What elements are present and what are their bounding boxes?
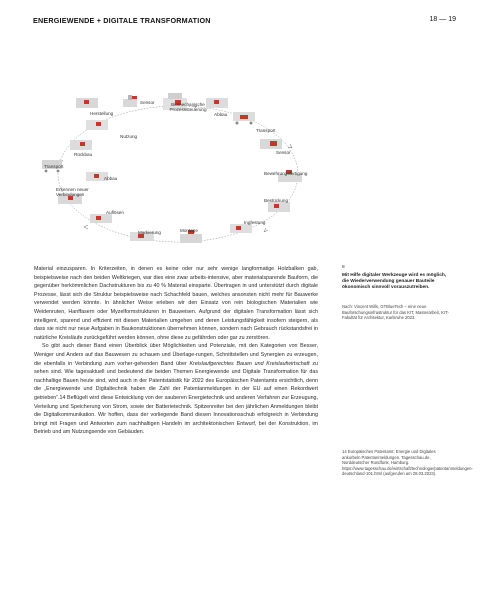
abbau-illustration-top xyxy=(206,98,228,108)
label-herstellung: Herstellung xyxy=(90,111,114,116)
label-abbau-top: Abbau xyxy=(214,112,228,117)
sensor-illustration-right xyxy=(260,139,282,149)
footnote-14: 14 Europäisches Patentamt: Energie und Digitales ankurbeln Patentanmeldungen. Tagesschau.de, Norddeutscher Rundfunk, Hamburg. https://www.tagesschau.de/wirtschaft/technologie/patentanmeldungen-deutschland-101.html (aufgerufen am 28.03.2023). xyxy=(342,449,473,477)
label-transport-right: Transport xyxy=(256,128,276,133)
label-erkennen: Erkennen neuer Verbindungen xyxy=(56,187,89,198)
figure-credit: Nach: Vincent Wills, GTBlueTech – eine neue Bauforschungsinfrastruktur für das KIT, Masterarbeit, KIT-Fakultät für Architektur, Karlsruhe 2023. xyxy=(342,304,449,321)
assembly-illustration xyxy=(268,202,290,212)
label-biomechanisch: Biomechanische Prozesssteuerung xyxy=(169,102,207,113)
label-montage: Montage xyxy=(180,228,198,233)
dissolve-illustration xyxy=(90,214,112,223)
figure-caption: Mit Hilfe digitaler Werkzeuge wird es möglich, die Wiederverwendung genauer Bauteile ökonomisch sinnvoll vorauszutreiben. xyxy=(342,273,447,290)
italic-book-title: Kreislaufgerechtes Bauen und Kreislaufwirtschaft xyxy=(189,360,310,367)
fixing-illustration xyxy=(230,224,252,233)
body-text xyxy=(34,265,318,437)
production-illustration xyxy=(76,98,98,108)
label-sensor-top: Sensor xyxy=(140,100,155,105)
paragraph-2-part-b: zu sehen sind. Wie tagesaktuell und bedeutend die beiden Themen Energiewende und Digitale Transformation für das nachhaltige Bauen heute sind, wird auch in der Patentstatistik für 2022 des Europäischen Patentamts ersichtlich, denn die „Energiewende und Digitaltechnik haben die Zahl der Patentanmeldungen in der EU auf einen Rekordwert getrieben“.14 Beflügelt wird diese Entwicklung von der sauberen Energietechnik und anderen Verfahren zur Erzeugung, Verteilung und Speicherung von Strom, sowie der Batterietechnik. Spitzenreiter bei den jährlichen Anmeldungen bleibt die Digitalkommunikation. Wir hoffen, dass der vorliegende Band diesen Innovationsschub erfolgreich in Verbindung bringt mit Fragen und Antworten zum nachhaltigen Handeln im architektonischen Entwurf, bei der Konstruktion, im Betrieb und am Nutzungsende von Gebäuden. xyxy=(34,360,318,436)
figure-number: 8 xyxy=(342,265,345,270)
truck-illustration-right xyxy=(233,112,255,125)
paragraph-1: Material einzusparen. In Kriterzeiten, in denen es keine oder nur sehr wenige langformatige Holzbalken gab, beispielsweise nach den beiden Weltkriegen, war dies eine zwar arbeits-intensive, aber materialsparende Bauform, die gegenüber herkömmlichen Dachstrukturen bis zu 40 % Material einsparte. Übertragen in und unterstützt durch digitale Prozesse, lässt sich die Struktur beispielsweise nach Schachfeld bauen, welches ansonsten nicht mehr für Bauwerke verwendet werden könnte. In ähnlicher Weise erleben wir den Einsatz von rein biologischen Materialien wie Weidenruten, Hanffasern oder Myzelformstrukturen in Bauweisen. Aufgrund der digitalen Transformation lässt sich intelligent, sparend und effizient mit diesen Materialien umgehen und deren Leistungsfähigkeit insofern steigern, als dass sie nicht nur neue Aufgaben in Baukonstruktionen übernehmen können, sondern nach Gebrauch rückstandsfrei in natürliche Kreisläufe zurückgeführt werden können, ohne diese zu gefährden oder gar zu zerstören. xyxy=(34,266,318,341)
label-abbau-left: Abbau xyxy=(104,176,118,181)
paragraph-2 xyxy=(34,342,318,437)
arrow-icon xyxy=(288,144,292,148)
arrow-icon xyxy=(264,228,268,232)
label-nutzung: Nutzung xyxy=(120,134,138,139)
label-rueckbau: Rückbau xyxy=(74,152,93,157)
label-bestueckung: Bestückung xyxy=(264,198,289,203)
label-transport-left: Transport xyxy=(44,164,64,169)
deconstruction-illustration xyxy=(70,140,92,150)
page-numbers: 18 — 19 xyxy=(429,16,456,23)
label-ingfestung: Ingfestung xyxy=(244,220,266,225)
paragraph-2-part-a: So gibt auch dieser Band einen Überblick über Möglichkeiten und Potenziale, mit den Kategorien von Besser, Weniger und Anders auf das Bauwesen zu schauen und Überlage-rungen, Schnittstellen und Synergien zu erzeugen, die ebenfalls in Verbindung zum vorher-gehenden Band über xyxy=(34,343,318,367)
label-markierung: Markierung xyxy=(138,230,161,235)
usage-illustration xyxy=(86,120,108,130)
process-cycle-diagram xyxy=(28,84,328,259)
arrow-icon xyxy=(84,225,88,229)
label-sensor-right: Sensor xyxy=(276,150,291,155)
running-header-title: ENERGIEWENDE + DIGITALE TRANSFORMATION xyxy=(33,16,211,25)
label-bewehrung: Bewehrungsfertigung xyxy=(264,171,308,176)
robot-illustration-top xyxy=(123,95,137,107)
label-aufloesen: Auflösen xyxy=(106,210,124,215)
